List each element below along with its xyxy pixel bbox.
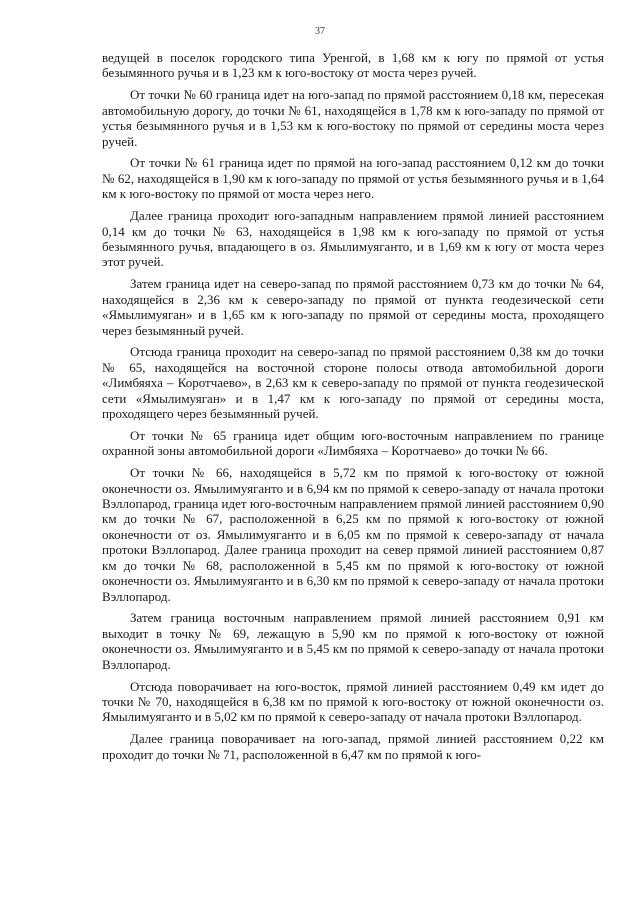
paragraph-point-69: Затем граница восточным направлением прямой линией расстоянием 0,91 км выходит в точку № 69, лежащую в 5,90 км по прямой к юго-востоку от южной оконечности оз. Ямылимуяганто и в 5,45 км по прямой к северо-западу от начала протоки Вэллопарод. — [102, 610, 604, 672]
document-body — [102, 50, 604, 769]
page-number: 37 — [315, 26, 325, 37]
paragraph-point-61: От точки № 61 граница идет по прямой на юго-запад расстоянием 0,12 км до точки № 62, находящейся в 1,90 км к юго-западу по прямой от устья безымянного ручья и в 1,64 км к юго-востоку по прямой от моста через него. — [102, 155, 604, 202]
paragraph-point-60: От точки № 60 граница идет на юго-запад по прямой расстоянием 0,18 км, пересекая автомобильную дорогу, до точки № 61, находящейся в 1,78 км к юго-западу по прямой от устья безымянного ручья и в 1,53 км к юго-востоку по прямой от середины моста через ручей. — [102, 87, 604, 149]
paragraph-point-66-68: От точки № 66, находящейся в 5,72 км по прямой к юго-востоку от южной оконечности оз. Ямылимуяганто и в 6,94 км по прямой к северо-западу от начала протоки Вэллопарод, граница идет юго-восточным направлением прямой линией расстоянием 0,90 км до точки № 67, расположенной в 6,25 км по прямой к юго-востоку от южной оконечности от оз. Ямылимуяганто и в 6,05 км по прямой к северо-западу от начала протоки Вэллопарод. Далее граница проходит на север прямой линией расстоянием 0,87 км до точки № 68, расположенной в 5,45 км по прямой к юго-востоку от южной оконечности оз. Ямылимуяганто и в 6,30 км по прямой к северо-западу от начала протоки Вэллопарод. — [102, 465, 604, 604]
paragraph-point-70: Отсюда поворачивает на юго-восток, прямой линией расстоянием 0,49 км идет до точки № 70, находящейся в 6,38 км по прямой к юго-востоку от южной оконечности оз. Ямылимуяганто и в 5,02 км по прямой к северо-западу от начала протоки Вэллопарод. — [102, 678, 604, 725]
paragraph-point-71: Далее граница поворачивает на юго-запад, прямой линией расстоянием 0,22 км проходит до точки № 71, расположенной в 6,47 км по прямой к юго- — [102, 731, 604, 762]
paragraph-point-64: Затем граница идет на северо-запад по прямой расстоянием 0,73 км до точки № 64, находящейся в 2,36 км к северо-западу по прямой от пункта геодезической сети «Ямылимуяган» и в 1,65 км к юго-западу по прямой от середины моста, проходящего через безымянный ручей. — [102, 276, 604, 338]
paragraph-continuation: ведущей в поселок городского типа Уренгой, в 1,68 км к югу по прямой от устья безымянного ручья и в 1,23 км к юго-востоку от моста через ручей. — [102, 50, 604, 81]
paragraph-point-63: Далее граница проходит юго-западным направлением прямой линией расстоянием 0,14 км до точки № 63, находящейся в 1,98 км к юго-западу по прямой от устья безымянного ручья, впадающего в оз. Ямылимуяганто, и в 1,69 км к югу от моста через этот ручей. — [102, 208, 604, 270]
paragraph-point-65-66: От точки № 65 граница идет общим юго-восточным направлением по границе охранной зоны автомобильной дороги «Лимбяяха – Коротчаево» до точки № 66. — [102, 427, 604, 459]
paragraph-point-65: Отсюда граница проходит на северо-запад по прямой расстоянием 0,38 км до точки № 65, находящейся на восточной стороне полосы отвода автомобильной дороги «Лимбяяха – Коротчаево», в 2,63 км к северо-западу по прямой от пункта геодезической сети «Ямылимуяган» и в 1,47 км к юго-западу по прямой от середины моста, проходящего через безымянный ручей. — [102, 344, 604, 422]
